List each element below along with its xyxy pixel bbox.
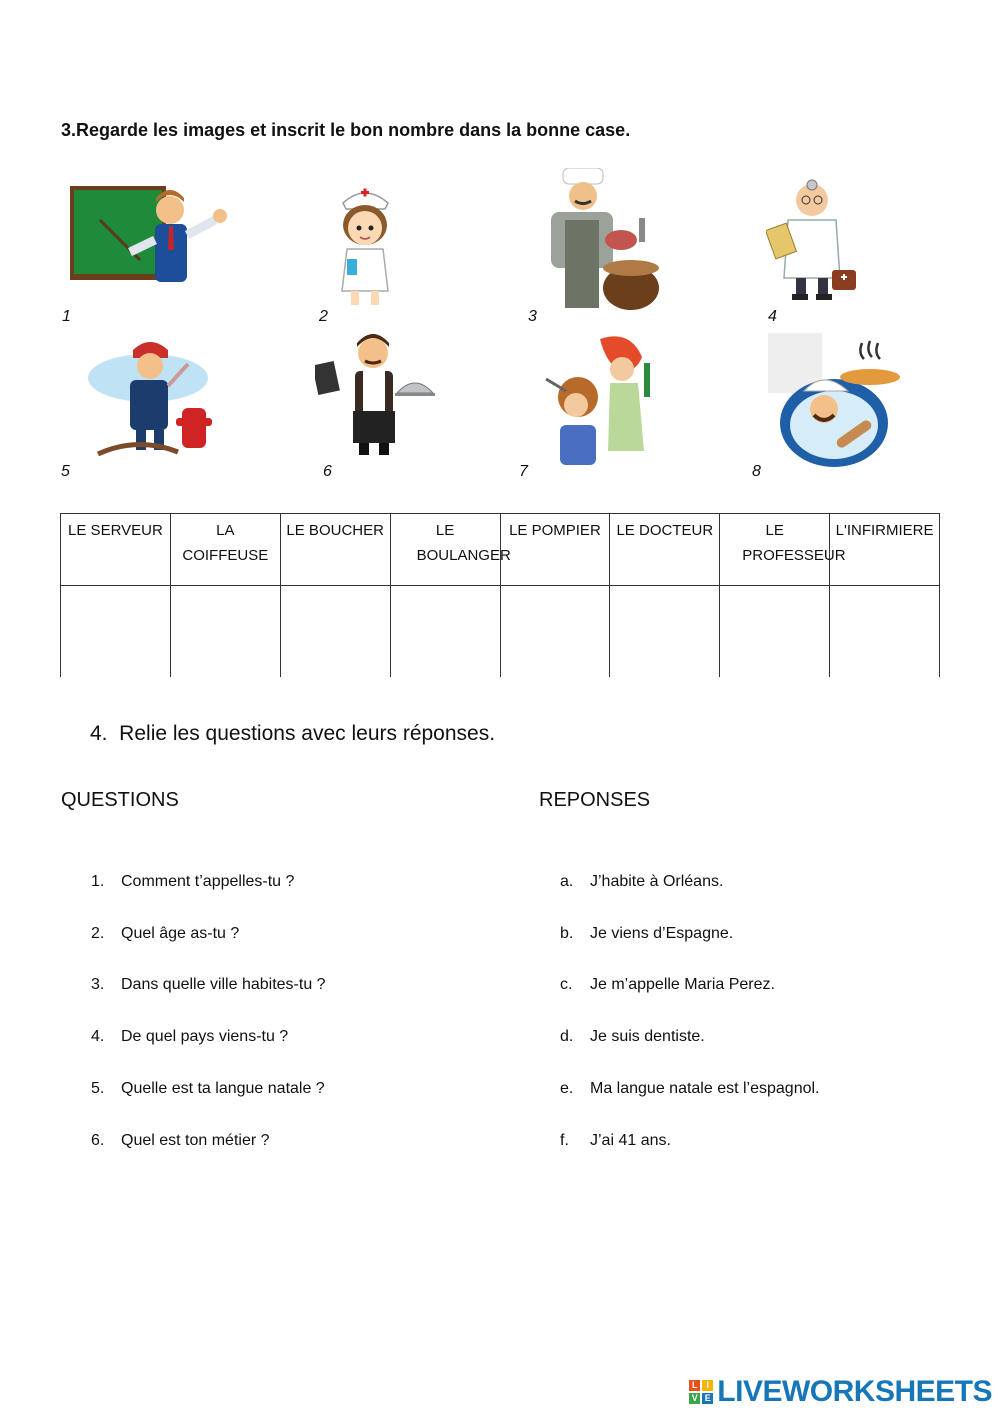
question-text: De quel pays viens-tu ? — [121, 1028, 289, 1045]
question-text: Dans quelle ville habites-tu ? — [121, 976, 326, 993]
image-number: 2 — [319, 308, 328, 325]
question-number: 3. — [91, 976, 105, 993]
answer-item[interactable] — [560, 1028, 705, 1046]
answer-text: Ma langue natale est l’espagnol. — [590, 1080, 820, 1097]
logo-letter: I — [702, 1380, 713, 1391]
liveworksheets-logo — [689, 1375, 992, 1409]
answer-letter: b. — [560, 925, 574, 942]
table-header-row — [61, 514, 940, 586]
answer-cell[interactable] — [610, 586, 720, 678]
table-header-cell: LE BOULANGER — [390, 514, 500, 586]
question-number: 6. — [91, 1132, 105, 1149]
jobs-table — [60, 513, 940, 677]
answers-header: REPONSES — [539, 789, 651, 811]
question-item[interactable] — [91, 925, 239, 943]
answer-text: Je m’appelle Maria Perez. — [590, 976, 775, 993]
image-number: 5 — [61, 463, 70, 480]
answer-text: Je suis dentiste. — [590, 1028, 705, 1045]
table-header-cell: LE SERVEUR — [61, 514, 171, 586]
question-item[interactable] — [91, 1028, 288, 1046]
image-number: 6 — [323, 463, 332, 480]
answer-item[interactable] — [560, 1080, 820, 1098]
table-header-cell: LE DOCTEUR — [610, 514, 720, 586]
waiter-icon — [315, 333, 435, 457]
answer-cell[interactable] — [720, 586, 830, 678]
logo-letter: V — [689, 1393, 700, 1404]
questions-header: QUESTIONS — [61, 789, 179, 811]
image-number: 7 — [519, 463, 528, 480]
answer-cell[interactable] — [500, 586, 610, 678]
question-text: Quel est ton métier ? — [121, 1132, 270, 1149]
answer-item[interactable] — [560, 976, 775, 994]
question-text: Quel âge as-tu ? — [121, 925, 240, 942]
teacher-icon — [70, 180, 235, 298]
image-number: 4 — [768, 308, 777, 325]
logo-icon — [689, 1380, 713, 1404]
answer-cell[interactable] — [280, 586, 390, 678]
answer-item[interactable] — [560, 873, 723, 891]
answer-item[interactable] — [560, 925, 733, 943]
brand-name: LIVEWORKSHEETS — [717, 1375, 992, 1408]
answer-cell[interactable] — [61, 586, 171, 678]
table-header-cell: LE BOUCHER — [280, 514, 390, 586]
answer-cell[interactable] — [830, 586, 940, 678]
question-item[interactable] — [91, 976, 326, 994]
answer-letter: e. — [560, 1080, 574, 1097]
question-number: 5. — [91, 1080, 105, 1097]
image-number: 8 — [752, 463, 761, 480]
table-header-cell: L'INFIRMIERE — [830, 514, 940, 586]
image-number: 1 — [62, 308, 71, 325]
image-number: 3 — [528, 308, 537, 325]
exercise-4-title: 4. Relie les questions avec leurs réponses. — [90, 722, 496, 745]
question-item[interactable] — [91, 1080, 325, 1098]
question-number: 1. — [91, 873, 105, 890]
exercise-3-title: 3.Regarde les images et inscrit le bon nombre dans la bonne case. — [61, 120, 631, 140]
answer-row — [61, 586, 940, 678]
question-text: Quelle est ta langue natale ? — [121, 1080, 325, 1097]
logo-letter: L — [689, 1380, 700, 1391]
table-header-cell: LA COIFFEUSE — [170, 514, 280, 586]
hairdresser-icon — [540, 333, 668, 471]
answer-letter: c. — [560, 976, 573, 993]
answer-letter: f. — [560, 1132, 569, 1149]
answer-text: Je viens d’Espagne. — [590, 925, 734, 942]
question-text: Comment t’appelles-tu ? — [121, 873, 295, 890]
butcher-icon — [543, 168, 663, 313]
answer-item[interactable] — [560, 1132, 671, 1150]
table-header-cell: LE POMPIER — [500, 514, 610, 586]
question-number: 4. — [91, 1028, 105, 1045]
answer-letter: a. — [560, 873, 574, 890]
firefighter-icon — [78, 336, 213, 462]
question-item[interactable] — [91, 1132, 270, 1150]
logo-letter: E — [702, 1393, 713, 1404]
baker-icon — [768, 333, 906, 469]
question-number: 2. — [91, 925, 105, 942]
doctor-icon — [766, 178, 858, 304]
table-header-cell: LE PROFESSEUR — [720, 514, 830, 586]
answer-letter: d. — [560, 1028, 574, 1045]
answer-text: J’habite à Orléans. — [590, 873, 724, 890]
question-item[interactable] — [91, 873, 294, 891]
answer-cell[interactable] — [170, 586, 280, 678]
nurse-icon — [333, 183, 398, 309]
answer-cell[interactable] — [390, 586, 500, 678]
answer-text: J’ai 41 ans. — [590, 1132, 671, 1149]
